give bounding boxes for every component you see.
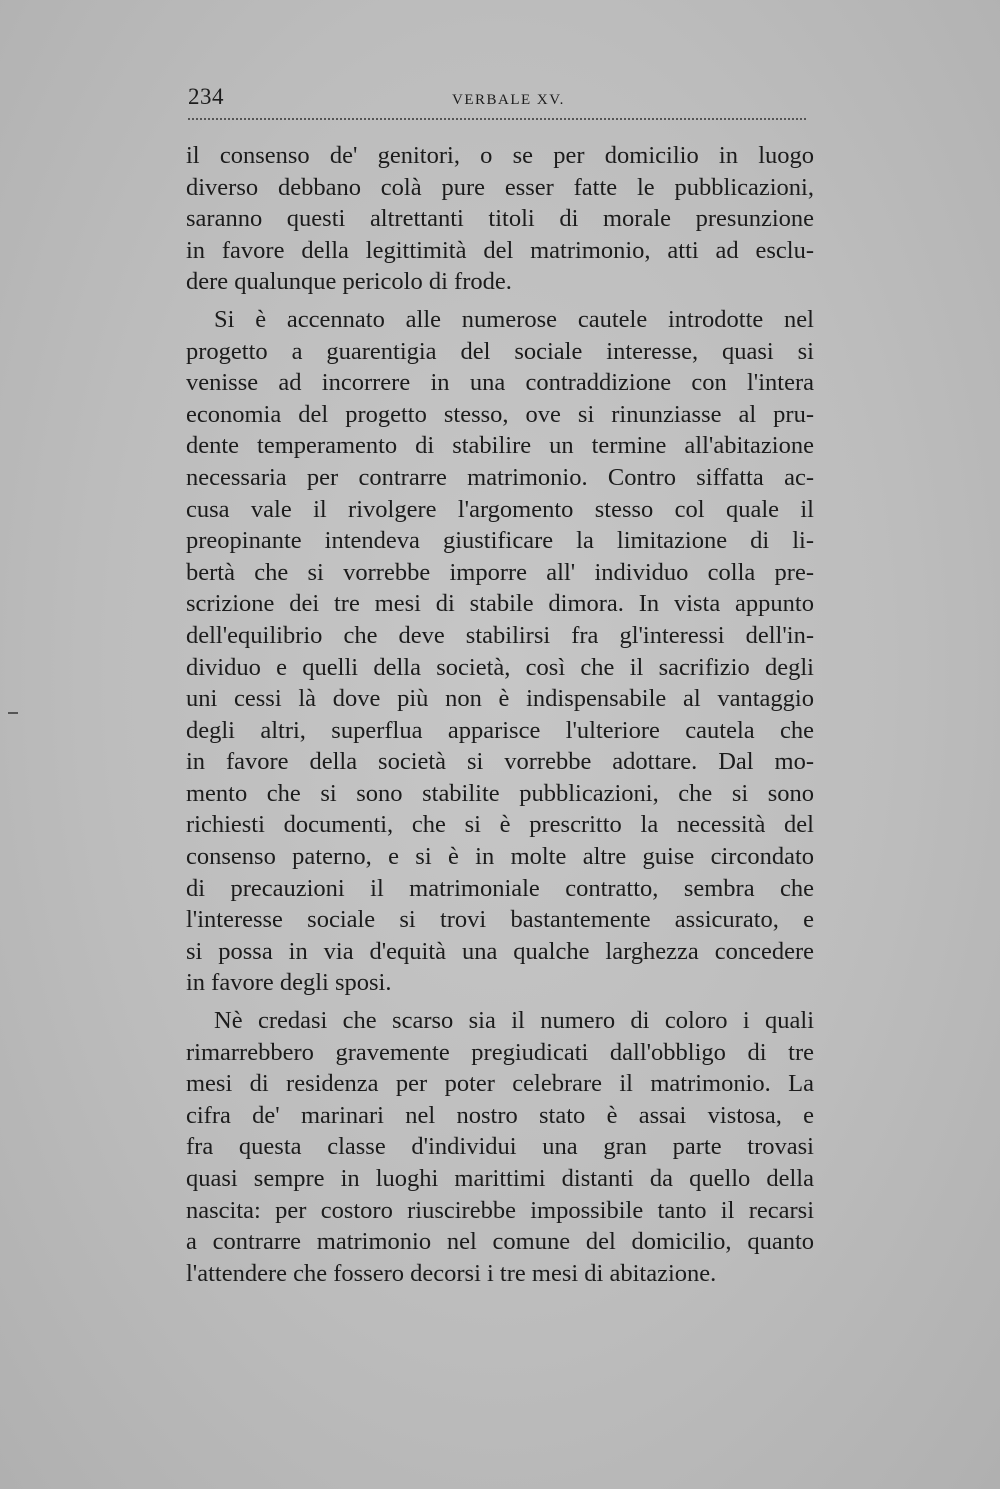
- margin-mark: [8, 712, 18, 714]
- text-line: l'attendere che fossero decorsi i tre mesi di abitazione.: [186, 1259, 717, 1287]
- page-number: 234: [188, 84, 224, 109]
- text-line: bertà che si vorrebbe imporre all' individuo colla pre-: [186, 558, 814, 586]
- text-line: di precauzioni il matrimoniale contratto, sembra che: [186, 874, 814, 902]
- text-line: in favore degli sposi.: [186, 969, 392, 997]
- text-line: nascita: per costoro riuscirebbe impossibile tanto il recarsi: [186, 1196, 814, 1224]
- text-line: preopinante intendeva giustificare la limitazione di li-: [186, 527, 814, 555]
- text-line: progetto a guarentigia del sociale interesse, quasi si: [186, 337, 814, 365]
- text-line: diverso debbano colà pure esser fatte le pubblicazioni,: [186, 173, 814, 201]
- text-line: uni cessi là dove più non è indispensabile al vantaggio: [186, 685, 814, 713]
- text-line: dell'equilibrio che deve stabilirsi fra gl'interessi dell'in-: [186, 621, 814, 649]
- text-line: il consenso de' genitori, o se per domicilio in luogo: [186, 142, 814, 169]
- text-line: mento che si sono stabilite pubblicazioni, che si sono: [186, 779, 814, 807]
- text-line: saranno questi altrettanti titoli di morale presunzione: [186, 205, 814, 233]
- text-line: degli altri, superflua apparisce l'ulteriore cautela che: [186, 716, 814, 744]
- text-line: consenso paterno, e si è in molte altre guise circondato: [186, 843, 814, 871]
- header-rule: [188, 118, 806, 120]
- text-line: richiesti documenti, che si è prescritto la necessità del: [186, 811, 814, 839]
- text-line: quasi sempre in luoghi marittimi distanti da quello della: [186, 1165, 814, 1192]
- text-line: necessaria per contrarre matrimonio. Contro siffatta ac-: [186, 463, 814, 491]
- text-line: dente temperamento di stabilire un termine all'abitazione: [186, 432, 814, 460]
- text-line: cifra de' marinari nel nostro stato è assai vistosa, e: [186, 1101, 814, 1129]
- text-line: cusa vale il rivolgere l'argomento stesso col quale il: [186, 495, 814, 523]
- text-line: in favore della legittimità del matrimonio, atti ad esclu-: [186, 236, 814, 264]
- paragraph: [186, 1005, 814, 1289]
- running-head: VERBALE XV.: [452, 92, 565, 108]
- text-line: rimarrebbero gravemente pregiudicati dall'obbligo di tre: [186, 1038, 814, 1066]
- paragraph: [186, 140, 814, 298]
- text-line: dividuo e quelli della società, così che il sacrifizio degli: [186, 653, 814, 681]
- text-line: si possa in via d'equità una qualche larghezza concedere: [186, 937, 814, 965]
- page-header: [188, 84, 808, 114]
- paragraph: [186, 304, 814, 999]
- text-line: dere qualunque pericolo di frode.: [186, 268, 512, 296]
- text-line: a contrarre matrimonio nel comune del domicilio, quanto: [186, 1228, 814, 1256]
- text-line: economia del progetto stesso, ove si rinunziasse al pru-: [186, 400, 814, 428]
- text-line: l'interesse sociale si trovi bastantemente assicurato, e: [186, 906, 814, 934]
- text-line: Si è accennato alle numerose cautele introdotte nel: [214, 305, 814, 333]
- body-text: [186, 140, 814, 1289]
- text-line: mesi di residenza per poter celebrare il matrimonio. La: [186, 1070, 814, 1098]
- text-line: Nè credasi che scarso sia il numero di coloro i quali: [214, 1007, 814, 1035]
- text-line: fra questa classe d'individui una gran parte trovasi: [186, 1133, 814, 1161]
- text-line: in favore della società si vorrebbe adottare. Dal mo-: [186, 748, 814, 776]
- text-line: scrizione dei tre mesi di stabile dimora. In vista appunto: [186, 590, 814, 618]
- text-line: venisse ad incorrere in una contraddizione con l'intera: [186, 369, 814, 397]
